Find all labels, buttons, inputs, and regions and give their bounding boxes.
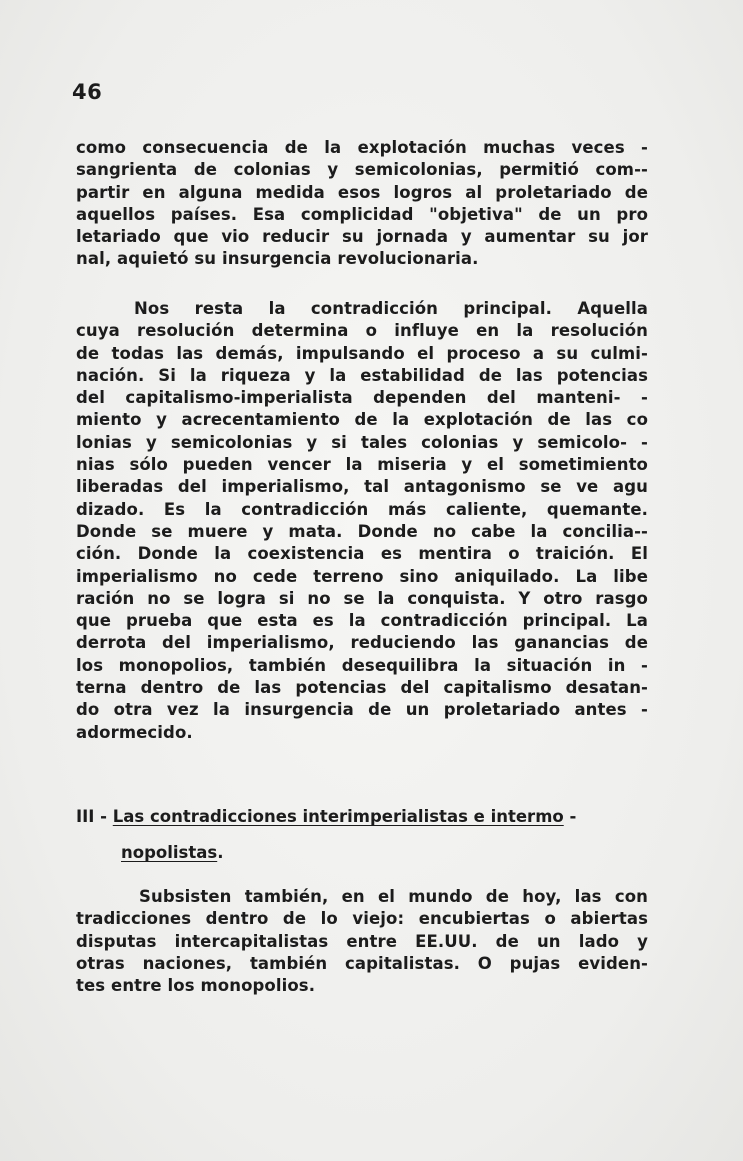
- text-line: letariado que vio reducir su jornada y aumentar su jor: [76, 227, 648, 247]
- paragraph-principal-contradiction: [76, 298, 648, 744]
- text-line: partir en alguna medida esos logros al proletariado de: [76, 182, 648, 202]
- text-line: cuya resolución determina o influye en la resolución: [76, 321, 648, 341]
- text-line: terna dentro de las potencias del capitalismo desatan-: [76, 678, 648, 698]
- text-line: que prueba que esta es la contradicción principal. La: [76, 611, 648, 631]
- text-line: imperialismo no cede terreno sino aniquilado. La libe: [76, 566, 648, 586]
- text-line: lonias y semicolonias y si tales colonias y semicolo- -: [76, 432, 648, 452]
- section-heading-line: [76, 806, 648, 828]
- text-line: nal, aquietó su insurgencia revolucionaria.: [76, 249, 479, 269]
- page-number: 46: [72, 80, 103, 104]
- text-line: Subsisten también, en el mundo de hoy, las con: [139, 887, 648, 906]
- hyphen-mark: -: [563, 807, 577, 826]
- text-line: aquellos países. Esa complicidad "objetiva" de un pro: [76, 204, 648, 224]
- text-line: ración no se logra si no se la conquista. Y otro rasgo: [76, 588, 648, 608]
- text-line: sangrienta de colonias y semicolonias, permitió com--: [76, 160, 648, 180]
- paragraph-continuation: [76, 137, 648, 271]
- text-line: do otra vez la insurgencia de un proletariado antes -: [76, 700, 648, 720]
- text-line: Nos resta la contradicción principal. Aquella: [134, 299, 648, 318]
- text-line: Donde se muere y mata. Donde no cabe la concilia--: [76, 521, 648, 541]
- text-line: del capitalismo-imperialista dependen del manteni- -: [76, 388, 648, 408]
- section-title-continuation: nopolistas: [121, 843, 218, 862]
- section-title-period: .: [217, 843, 224, 862]
- paragraph-interimperialist: [76, 886, 648, 997]
- text-line: tes entre los monopolios.: [76, 976, 316, 996]
- text-line: adormecido.: [76, 722, 193, 742]
- section-title: Las contradicciones interimperialistas e intermo: [112, 807, 564, 826]
- text-line: liberadas del imperialismo, tal antagonismo se ve agu: [76, 477, 648, 497]
- text-line: nación. Si la riqueza y la estabilidad de las potencias: [76, 365, 648, 385]
- section-heading-line: [76, 842, 648, 864]
- text-line: derrota del imperialismo, reduciendo las ganancias de: [76, 633, 648, 653]
- section-numeral: III -: [76, 807, 113, 826]
- text-line: como consecuencia de la explotación muchas veces -: [76, 138, 648, 157]
- text-line: dizado. Es la contradicción más caliente, quemante.: [76, 499, 648, 519]
- text-line: tradicciones dentro de lo viejo: encubiertas o abiertas: [76, 909, 648, 929]
- text-line: ción. Donde la coexistencia es mentira o traición. El: [76, 544, 648, 564]
- text-line: disputas intercapitalistas entre EE.UU. de un lado y: [76, 931, 648, 951]
- text-line: miento y acrecentamiento de la explotación de las co: [76, 410, 648, 430]
- text-line: otras naciones, también capitalistas. O pujas eviden-: [76, 953, 648, 973]
- text-line: los monopolios, también desequilibra la situación in -: [76, 655, 648, 675]
- text-line: de todas las demás, impulsando el proceso a su culmi-: [76, 343, 648, 363]
- text-line: nias sólo pueden vencer la miseria y el sometimiento: [76, 455, 648, 475]
- section-heading: [76, 806, 648, 864]
